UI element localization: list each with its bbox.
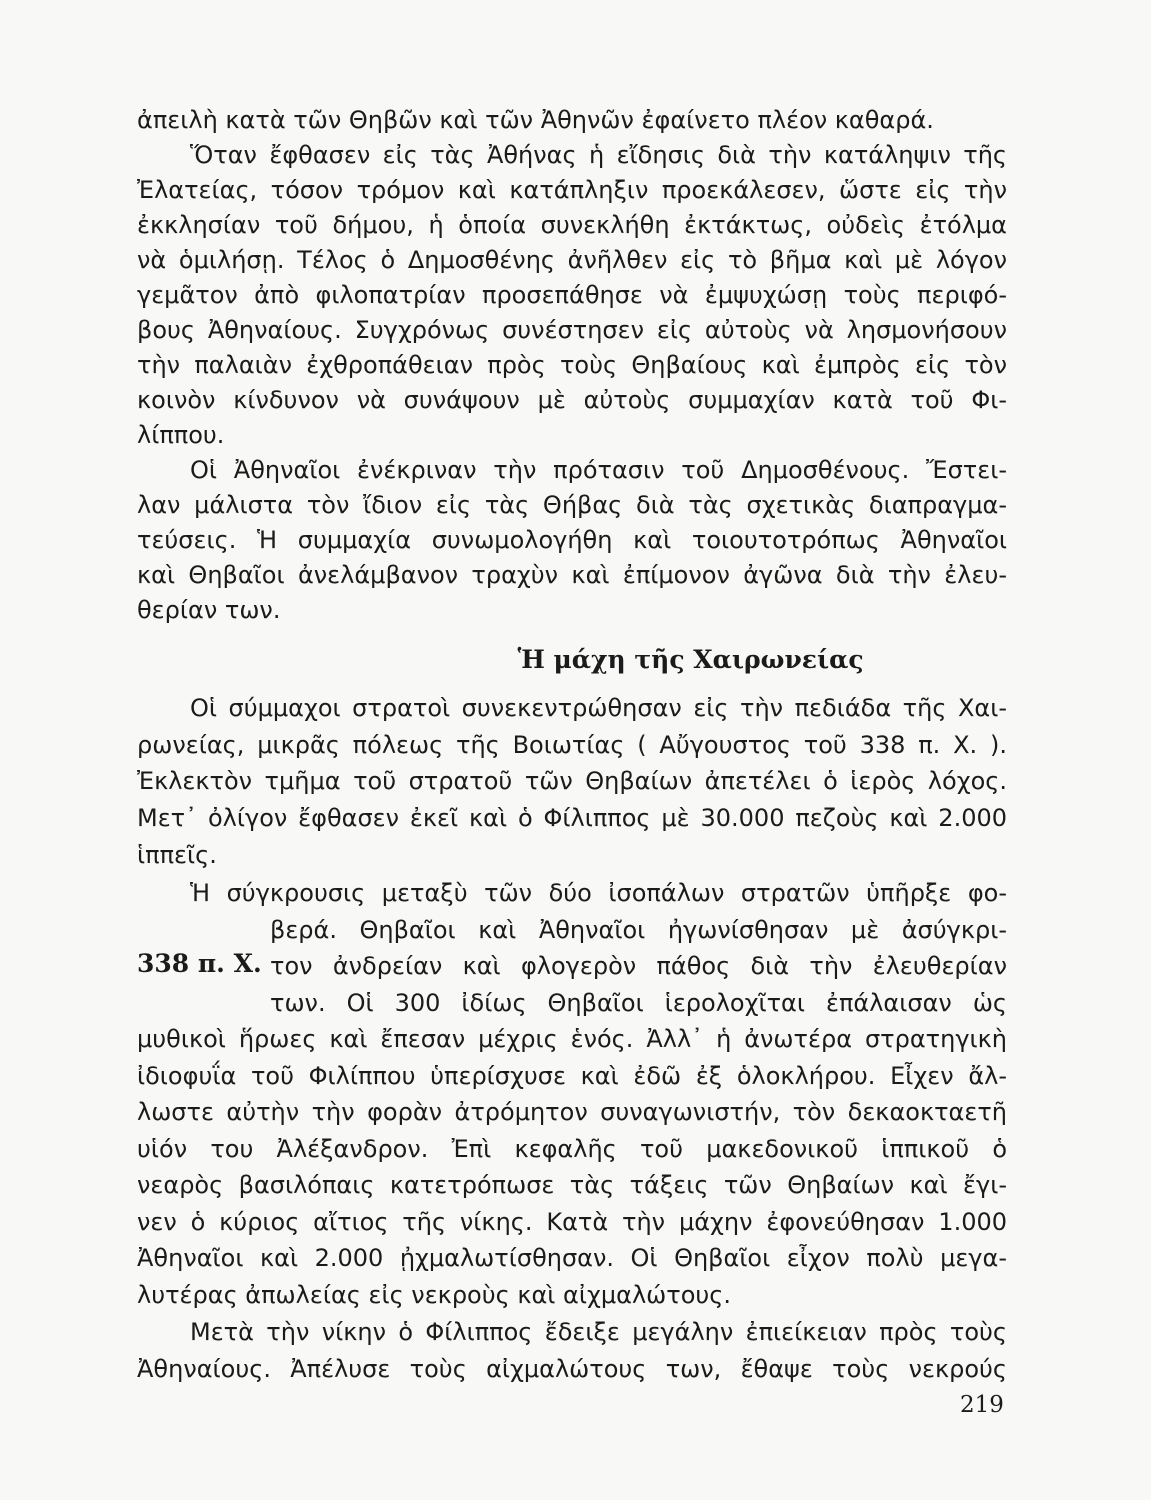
text-line: λαν μάλιστα τὸν ἴδιον εἰς τὰς Θήβας διὰ τὰς σχετικὰς διαπραγμα- xyxy=(137,491,1007,519)
text-line: νεν ὁ κύριος αἴτιος τῆς νίκης. Κατὰ τὴν μάχην ἐφονεύθησαν 1.000 xyxy=(137,1207,1007,1236)
text-line: ἰδιοφυΐα τοῦ Φιλίππου ὑπερίσχυσε καὶ ἐδῶ ἐξ ὁλοκλήρου. Εἶχεν ἄλ- xyxy=(137,1061,1007,1090)
text-line: τὴν παλαιὰν ἐχθροπάθειαν πρὸς τοὺς Θηβαίους καὶ ἐμπρὸς εἰς τὸν xyxy=(137,351,1007,379)
text-line: Μετ᾽ ὀλίγον ἔφθασεν ἐκεῖ καὶ ὁ Φίλιππος μὲ 30.000 πεζοὺς καὶ 2.000 xyxy=(137,804,1007,833)
text-line: Ἀθηναίους. Ἀπέλυσε τοὺς αἰχμαλώτους των, ἔθαψε τοὺς νεκρούς xyxy=(137,1354,1007,1383)
text-line: ρωνείας, μικρᾶς πόλεως τῆς Βοιωτίας ( Αὔγουστος τοῦ 338 π. Χ. ). xyxy=(137,730,1007,759)
text-line: βερά. Θηβαῖοι καὶ Ἀθηναῖοι ἠγωνίσθησαν μὲ ἀσύγκρι- xyxy=(270,915,1007,944)
text-line: λίππου. xyxy=(137,421,225,449)
text-line: Ἐκλεκτὸν τμῆμα τοῦ στρατοῦ τῶν Θηβαίων ἀπετέλει ὁ ἱερὸς λόχος. xyxy=(137,767,1007,796)
section-heading xyxy=(0,645,1151,674)
text-line: Οἱ σύμμαχοι στρατοὶ συνεκεντρώθησαν εἰς τὴν πεδιάδα τῆς Χαι- xyxy=(190,694,1007,722)
text-line: νεαρὸς βασιλόπαις κατετρόπωσε τὰς τάξεις τῶν Θηβαίων καὶ ἔγι- xyxy=(137,1171,1007,1199)
section-heading-text: Ἡ μάχη τῆς Χαιρωνείας xyxy=(517,645,864,674)
text-line: Οἱ Ἀθηναῖοι ἐνέκριναν τὴν πρότασιν τοῦ Δημοσθένους. Ἔστει- xyxy=(190,456,1007,484)
text-line: ἀπειλὴ κατὰ τῶν Θηβῶν καὶ τῶν Ἀθηνῶν ἐφαίνετο πλέον καθαρά. xyxy=(137,106,934,134)
text-line: Ἡ σύγκρουσις μεταξὺ τῶν δύο ἰσοπάλων στρατῶν ὑπῆρξε φο- xyxy=(190,879,1007,907)
text-line: ἱππεῖς. xyxy=(137,840,217,869)
text-line: γεμᾶτον ἀπὸ φιλοπατρίαν προσεπάθησε νὰ ἐμψυχώσῃ τοὺς περιφό- xyxy=(137,281,1007,309)
text-line: κοινὸν κίνδυνον νὰ συνάψουν μὲ αὐτοὺς συμμαχίαν κατὰ τοῦ Φι- xyxy=(137,386,1007,414)
text-line: Μετὰ τὴν νίκην ὁ Φίλιππος ἔδειξε μεγάλην ἐπιείκειαν πρὸς τοὺς xyxy=(190,1318,1007,1346)
text-line: λωστε αὐτὴν τὴν φορὰν ἀτρόμητον συναγωνιστήν, τὸν δεκαοκταετῆ xyxy=(137,1098,1007,1126)
page-number: 219 xyxy=(960,1392,1004,1418)
text-line: Ὅταν ἔφθασεν εἰς τὰς Ἀθήνας ἡ εἴδησις διὰ τὴν κατάληψιν τῆς xyxy=(190,141,1007,169)
text-line: τον ἀνδρείαν καὶ φλογερὸν πάθος διὰ τὴν ἐλευθερίαν xyxy=(270,952,1007,980)
text-line: Ἐλατείας, τόσον τρόμον καὶ κατάπληξιν προεκάλεσεν, ὥστε εἰς τὴν xyxy=(137,176,1007,204)
text-line: νὰ ὁμιλήσῃ. Τέλος ὁ Δημοσθένης ἀνῆλθεν εἰς τὸ βῆμα καὶ μὲ λόγον xyxy=(137,246,1007,274)
text-line: ἐκκλησίαν τοῦ δήμου, ἡ ὁποία συνεκλήθη ἐκτάκτως, οὐδεὶς ἐτόλμα xyxy=(137,211,1007,239)
text-line: μυθικοὶ ἥρωες καὶ ἔπεσαν μέχρις ἑνός. Ἀλλ᾽ ἡ ἀνωτέρα στρατηγικὴ xyxy=(137,1025,1007,1053)
text-line: βους Ἀθηναίους. Συγχρόνως συνέστησεν εἰς αὐτοὺς νὰ λησμονήσουν xyxy=(137,316,1007,344)
text-line: τεύσεις. Ἡ συμμαχία συνωμολογήθη καὶ τοιουτοτρόπως Ἀθηναῖοι xyxy=(137,526,1007,554)
text-line: των. Οἱ 300 ἰδίως Θηβαῖοι ἱερολοχῖται ἐπάλαισαν ὡς xyxy=(270,988,1007,1017)
margin-date-note: 338 π. Χ. xyxy=(137,949,262,978)
text-line: υἱόν του Ἀλέξανδρον. Ἐπὶ κεφαλῆς τοῦ μακεδονικοῦ ἱππικοῦ ὁ xyxy=(137,1134,1007,1163)
text-line: λυτέρας ἀπωλείας εἰς νεκροὺς καὶ αἰχμαλώτους. xyxy=(137,1280,731,1309)
text-line: καὶ Θηβαῖοι ἀνελάμβανον τραχὺν καὶ ἐπίμονον ἀγῶνα διὰ τὴν ἐλευ- xyxy=(137,561,1007,589)
text-line: Ἀθηναῖοι καὶ 2.000 ᾐχμαλωτίσθησαν. Οἱ Θηβαῖοι εἶχον πολὺ μεγα- xyxy=(137,1244,1007,1272)
text-line: θερίαν των. xyxy=(137,596,281,624)
